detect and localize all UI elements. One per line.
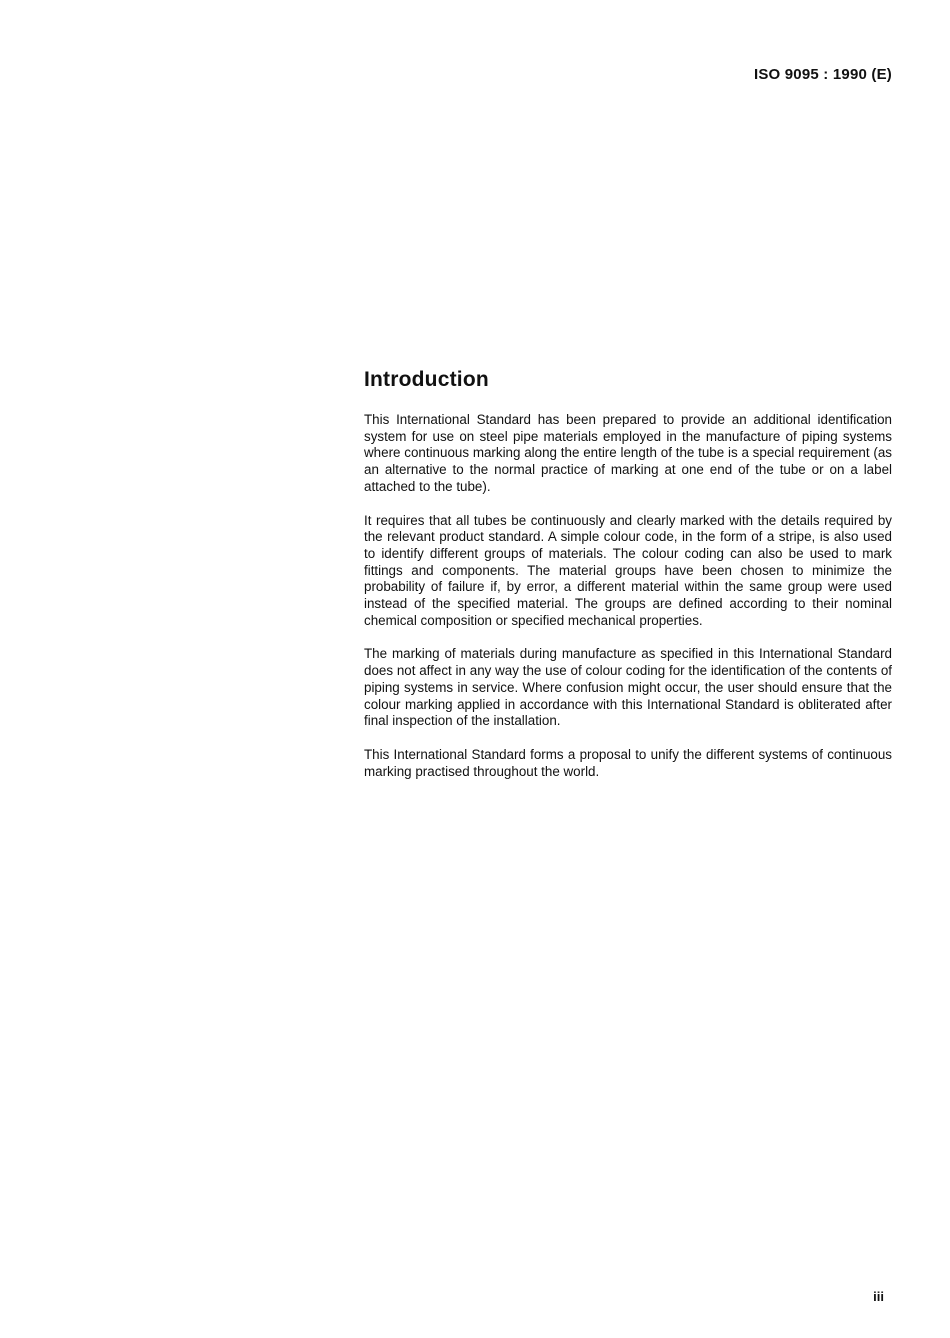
paragraph-purpose: This International Standard has been prepared to provide an additional identification system for use on steel pipe materials employed in the manufacture of piping systems where continuous marking along the entire length of the tube is a special requirement (as an alternative to the normal practice of marking at one end of the tube or on a label attached to the tube). — [364, 412, 892, 494]
paragraph-colour-coding: The marking of materials during manufacture as specified in this International Standard does not affect in any way the use of colour coding for the identification of the contents of piping systems in service. Where confusion might occur, the user should ensure that the colour marking applied in accordance with this International Standard is obliterated after final inspection of the installation. — [364, 646, 892, 729]
document-header: ISO 9095 : 1990 (E) — [753, 66, 892, 83]
introduction-section — [364, 366, 892, 797]
paragraph-proposal: This International Standard forms a proposal to unify the different systems of continuous marking practised throughout the world. — [364, 746, 892, 779]
page-number: iii — [873, 1289, 884, 1304]
paragraph-requirements: It requires that all tubes be continuously and clearly marked with the details required by the relevant product standard. A simple colour code, in the form of a stripe, is also used to identify different groups of materials. The colour coding can also be used to mark fittings and components. The material groups have been chosen to minimize the probability of failure if, by error, a different material within the same group were used instead of the specified material. The groups are defined according to their nominal chemical composition or specified mechanical properties. — [364, 512, 892, 628]
section-title: Introduction — [364, 368, 489, 391]
